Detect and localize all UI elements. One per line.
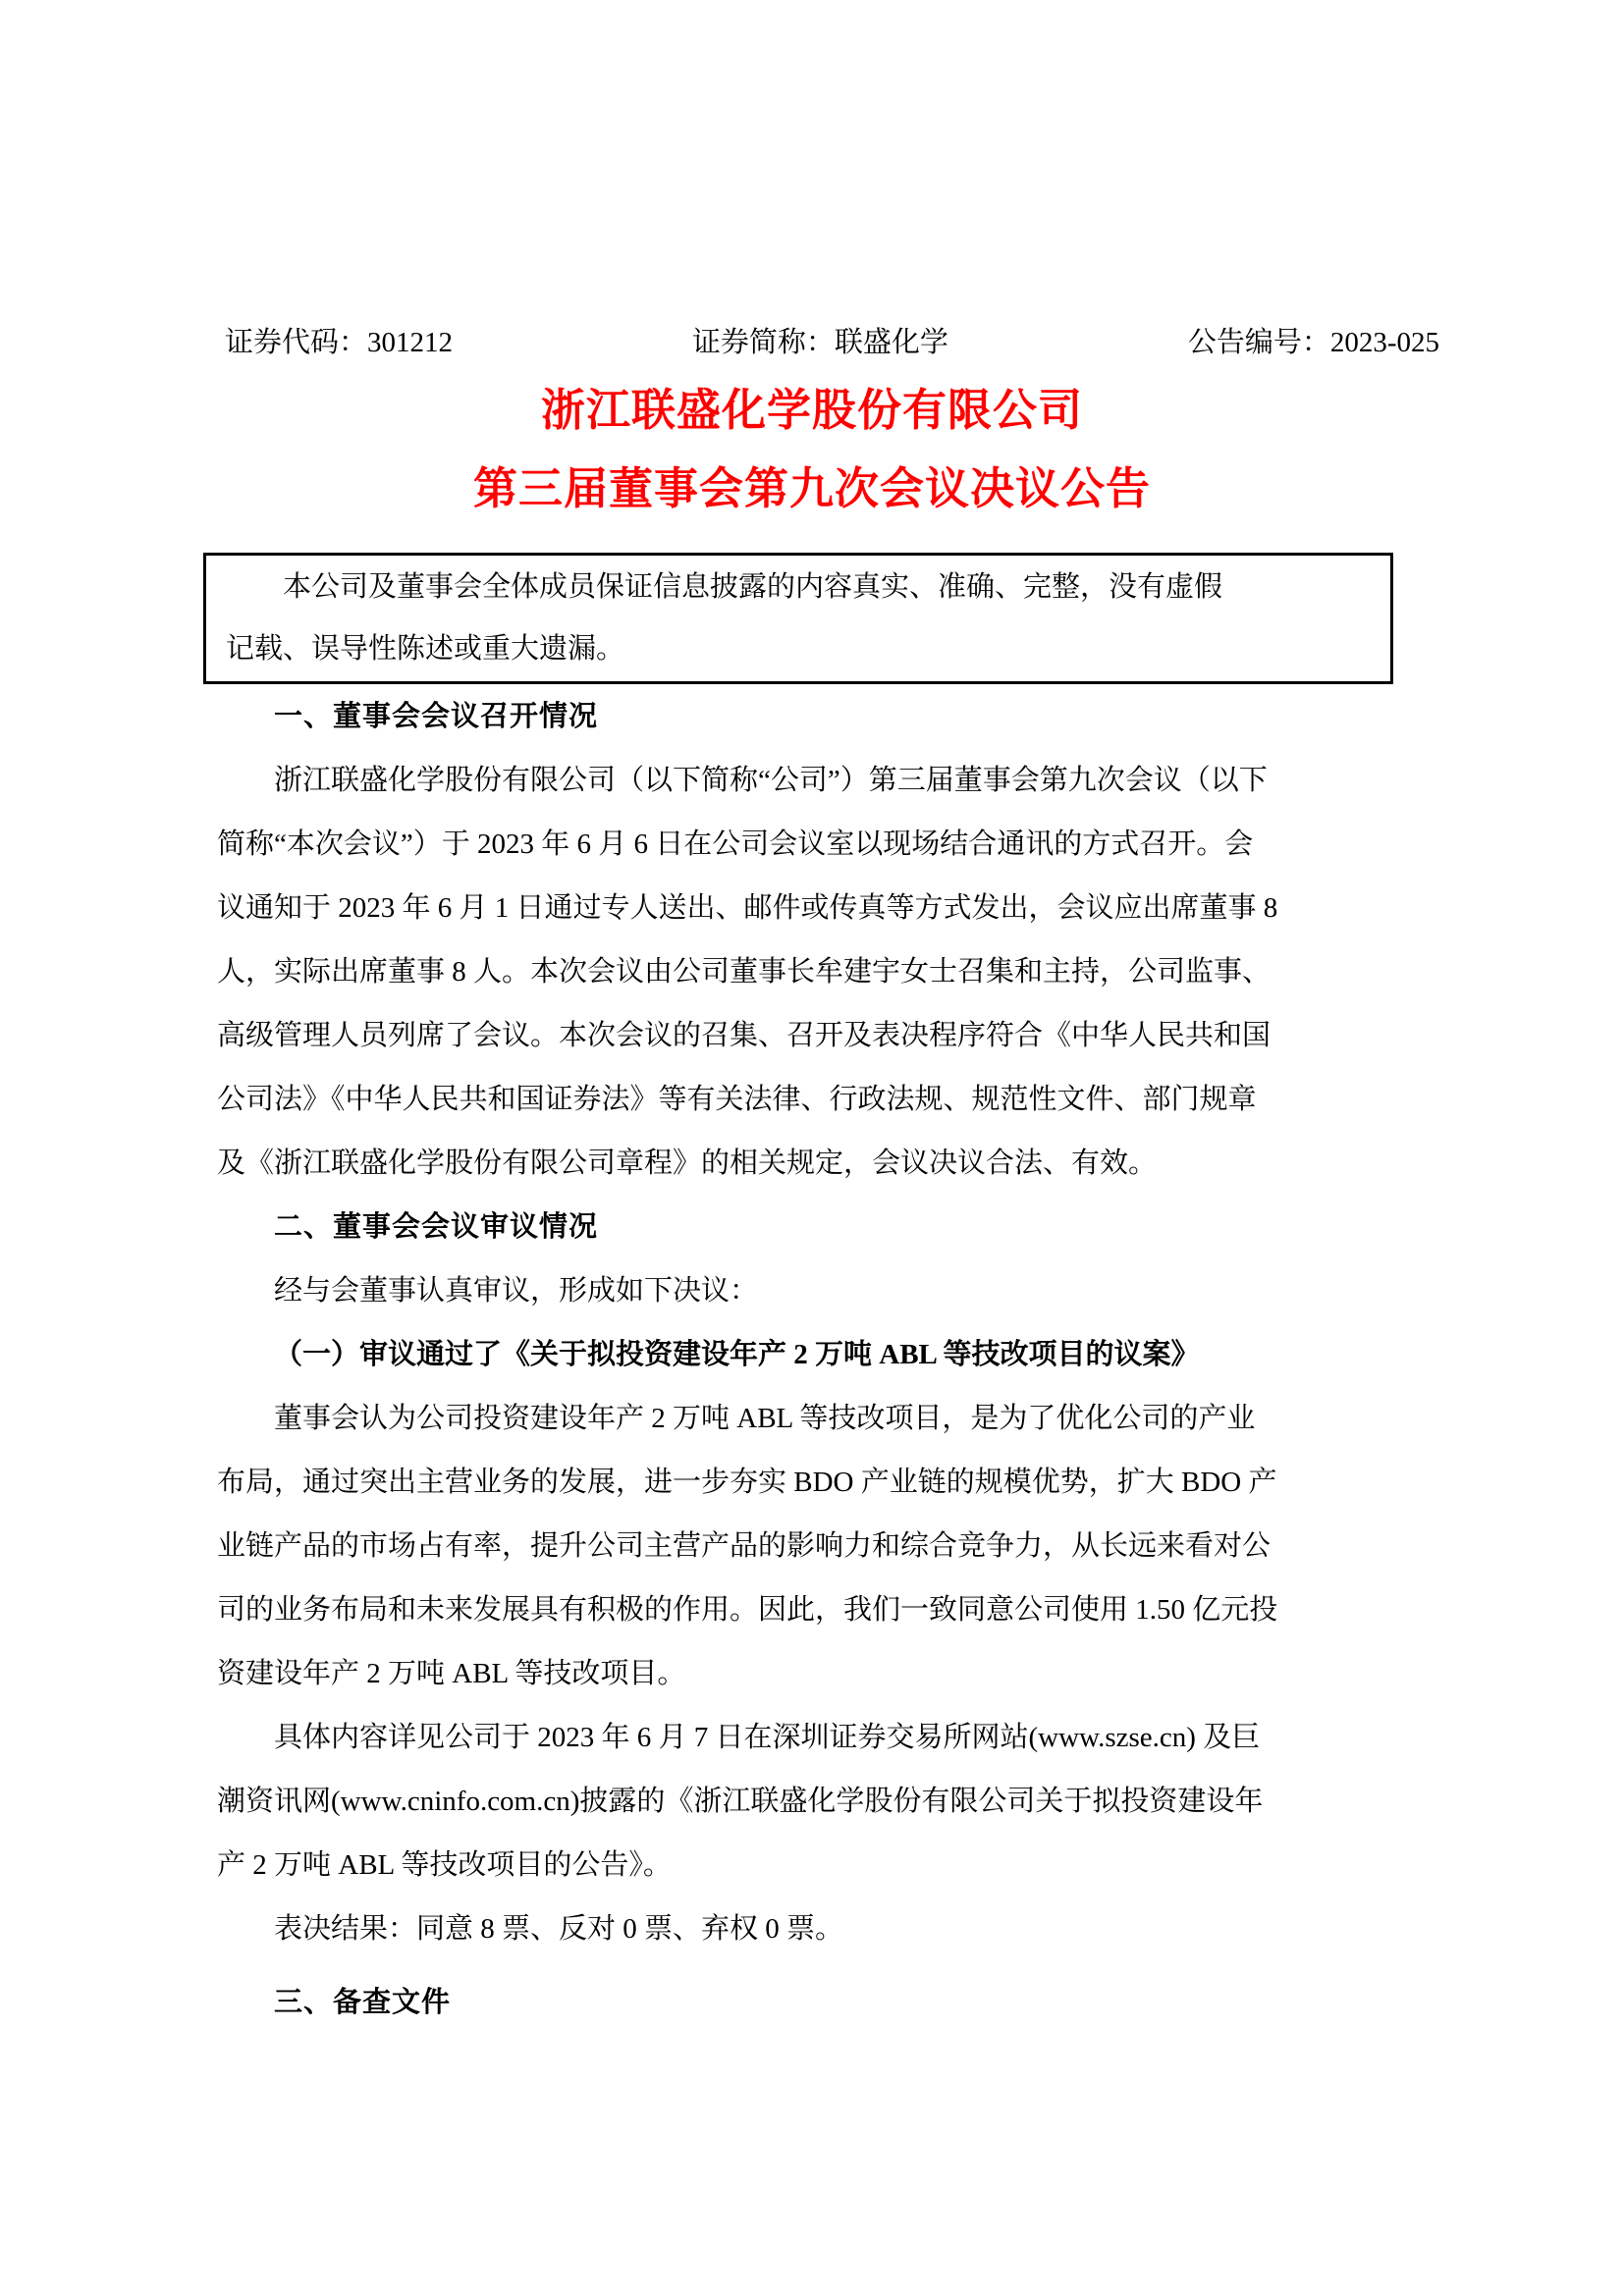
paragraph-line: 公司法》《中华人民共和国证券法》等有关法律、行政法规、规范性文件、部门规章 — [217, 1084, 1257, 1115]
paragraph-line: 业链产品的市场占有率，提升公司主营产品的影响力和综合竞争力，从长远来看对公 — [217, 1530, 1272, 1562]
paragraph-line: 资建设年产 2 万吨 ABL 等技改项目。 — [217, 1658, 686, 1689]
announcement-number: 公告编号：2023-025 — [1187, 327, 1439, 358]
paragraph-line: 布局，通过突出主营业务的发展，进一步夯实 BDO 产业链的规模优势，扩大 BDO 产 — [217, 1467, 1277, 1498]
document-body — [217, 685, 1446, 2035]
paragraph-line: 潮资讯网(www.cninfo.com.cn)披露的《浙江联盛化学股份有限公司关于拟投资建设年 — [217, 1786, 1264, 1817]
section-heading: 二、董事会会议审议情况 — [274, 1211, 599, 1243]
company-title: 浙江联盛化学股份有限公司 — [540, 386, 1083, 435]
paragraph-line: 简称“本次会议”）于 2023 年 6 月 6 日在公司会议室以现场结合通讯的方式召开。会 — [217, 828, 1254, 860]
stock-name: 证券简称：联盛化学 — [691, 327, 948, 358]
paragraph-line: 人，实际出席董事 8 人。本次会议由公司董事长牟建宇女士召集和主持，公司监事、 — [217, 956, 1272, 988]
paragraph-line: 产 2 万吨 ABL 等技改项目的公告》。 — [217, 1849, 672, 1881]
disclaimer-line: 记载、误导性陈述或重大遗漏。 — [226, 633, 625, 665]
disclaimer-line: 本公司及董事会全体成员保证信息披露的内容真实、准确、完整，没有虚假 — [283, 571, 1223, 603]
paragraph-line: 经与会董事认真审议，形成如下决议： — [274, 1275, 759, 1307]
paragraph-line: 董事会认为公司投资建设年产 2 万吨 ABL 等技改项目，是为了优化公司的产业 — [274, 1403, 1256, 1434]
section-heading: 三、备查文件 — [274, 1987, 452, 2018]
paragraph-line: 表决结果：同意 8 票、反对 0 票、弃权 0 票。 — [274, 1913, 844, 1945]
paragraph-line: 具体内容详见公司于 2023 年 6 月 7 日在深圳证券交易所网站(www.szse.cn) 及巨 — [274, 1722, 1261, 1753]
paragraph-line: 高级管理人员列席了会议。本次会议的召集、召开及表决程序符合《中华人民共和国 — [217, 1020, 1272, 1051]
section-heading: （一）审议通过了《关于拟投资建设年产 2 万吨 ABL 等技改项目的议案》 — [274, 1339, 1200, 1370]
stock-code: 证券代码：301212 — [225, 327, 454, 358]
announcement-title: 第三届董事会第九次会议决议公告 — [472, 464, 1151, 513]
disclaimer-box — [203, 553, 1393, 684]
paragraph-line: 浙江联盛化学股份有限公司（以下简称“公司”）第三届董事会第九次会议（以下 — [274, 765, 1268, 796]
paragraph-line: 司的业务布局和未来发展具有积极的作用。因此，我们一致同意公司使用 1.50 亿元投 — [217, 1594, 1278, 1626]
paragraph-line: 及《浙江联盛化学股份有限公司章程》的相关规定，会议决议合法、有效。 — [217, 1148, 1158, 1179]
paragraph-line: 议通知于 2023 年 6 月 1 日通过专人送出、邮件或传真等方式发出，会议应出席董事 8 — [217, 892, 1278, 924]
document-header-row — [225, 324, 1439, 361]
section-heading: 一、董事会会议召开情况 — [274, 701, 599, 732]
